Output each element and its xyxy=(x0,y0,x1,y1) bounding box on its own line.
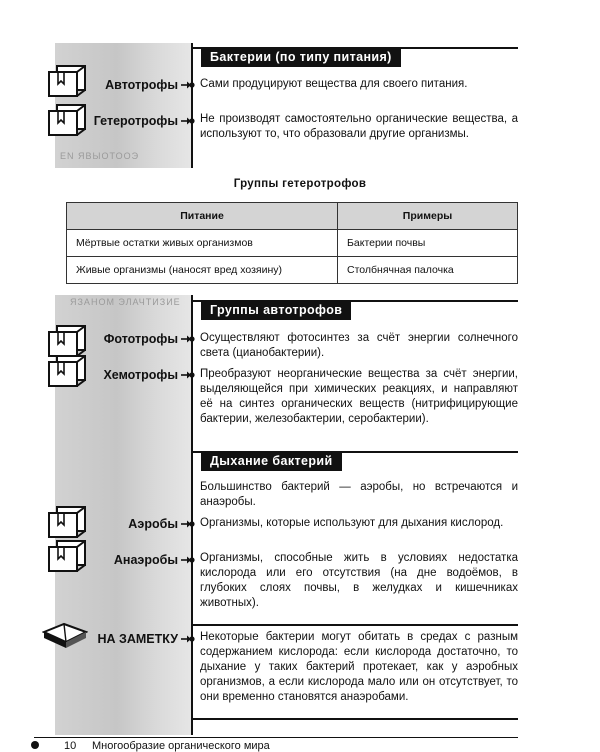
table-cell: Бактерии почвы xyxy=(338,230,518,257)
table-cell: Мёртвые остатки живых организмов xyxy=(67,230,338,257)
section2-ghost-text: ЯЗАНОМ ЭЛАЧТИЗИЕ xyxy=(70,297,181,307)
table-cell: Живые организмы (наносят вред хозяину) xyxy=(67,257,338,284)
book-icon xyxy=(45,505,91,539)
footer-rule xyxy=(34,737,518,738)
book-icon xyxy=(45,324,91,358)
section1-heading: Бактерии (по типу питания) xyxy=(201,48,401,67)
open-book-icon xyxy=(42,618,88,652)
term-chemotrophs: Хемотрофы xyxy=(103,368,178,382)
connector-arrow-icon xyxy=(181,519,195,529)
table-header-examples: Примеры xyxy=(338,203,518,230)
book-icon xyxy=(45,64,91,98)
desc-anaerobes: Организмы, способные жить в условиях недостатка кислорода или его отсутствия (на дне водоёмов, в глубоких слоях почвы, в желудках и кишечниках животных). xyxy=(200,552,518,609)
connector-arrow-icon xyxy=(181,80,195,90)
table-row xyxy=(67,257,518,284)
section1-ghost-text: EN ЯВЫОТООЭ xyxy=(60,151,140,161)
section2-vertical-rule xyxy=(191,295,193,735)
note-top-rule xyxy=(191,624,518,626)
term-aerobes: Аэробы xyxy=(128,517,178,531)
section3-heading: Дыхание бактерий xyxy=(201,452,342,471)
note-text: Некоторые бактерии могут обитать в средах с разным содержанием кислорода: если кислорода достаточно, то дыхание у таких бактерий протекает, как у аэробных организмов, а если кислорода мало или он отсутствует, то они временно становятся анаэробами. xyxy=(200,631,518,703)
section2-heading: Группы автотрофов xyxy=(201,301,351,320)
book-icon xyxy=(45,354,91,388)
term-heterotrophs: Гетеротрофы xyxy=(93,114,178,128)
book-icon xyxy=(45,103,91,137)
page-number: 10 xyxy=(64,740,77,752)
table-cell: Столбнячная палочка xyxy=(338,257,518,284)
table-title: Группы гетеротрофов xyxy=(233,178,367,190)
heterotroph-groups-table xyxy=(66,202,518,284)
desc-phototrophs: Осуществляют фотосинтез за счёт энергии солнечного света (цианобактерии). xyxy=(200,332,518,359)
book-icon xyxy=(45,539,91,573)
table-header-nutrition: Питание xyxy=(67,203,338,230)
connector-arrow-icon xyxy=(181,555,195,565)
connector-arrow-icon xyxy=(181,334,195,344)
connector-arrow-icon xyxy=(181,634,195,644)
section1-vertical-rule xyxy=(191,43,193,168)
table-row xyxy=(67,230,518,257)
desc-autotrophs: Сами продуцируют вещества для своего питания. xyxy=(200,78,468,90)
desc-chemotrophs: Преобразуют неорганические вещества за счёт энергии, выделяющейся при химических реакциях, и направляют её на синтез органических веществ (нитрифицирующие бактерии, железобактерии, серобактерии). xyxy=(200,368,518,425)
note-bottom-rule xyxy=(191,718,518,720)
connector-arrow-icon xyxy=(181,370,195,380)
desc-heterotrophs: Не производят самостоятельно органические вещества, а используют то, что образовали другие организмы. xyxy=(200,113,518,140)
footer-bullet xyxy=(31,741,39,749)
note-label: НА ЗАМЕТКУ xyxy=(97,632,178,646)
connector-arrow-icon xyxy=(181,116,195,126)
term-phototrophs: Фототрофы xyxy=(103,332,178,346)
section3-intro: Большинство бактерий — аэробы, но встречаются и анаэробы. xyxy=(200,481,518,508)
running-title: Многообразие органического мира xyxy=(92,740,270,752)
term-anaerobes: Анаэробы xyxy=(113,553,178,567)
desc-aerobes: Организмы, которые используют для дыхания кислород. xyxy=(200,517,504,529)
term-autotrophs: Автотрофы xyxy=(105,78,178,92)
